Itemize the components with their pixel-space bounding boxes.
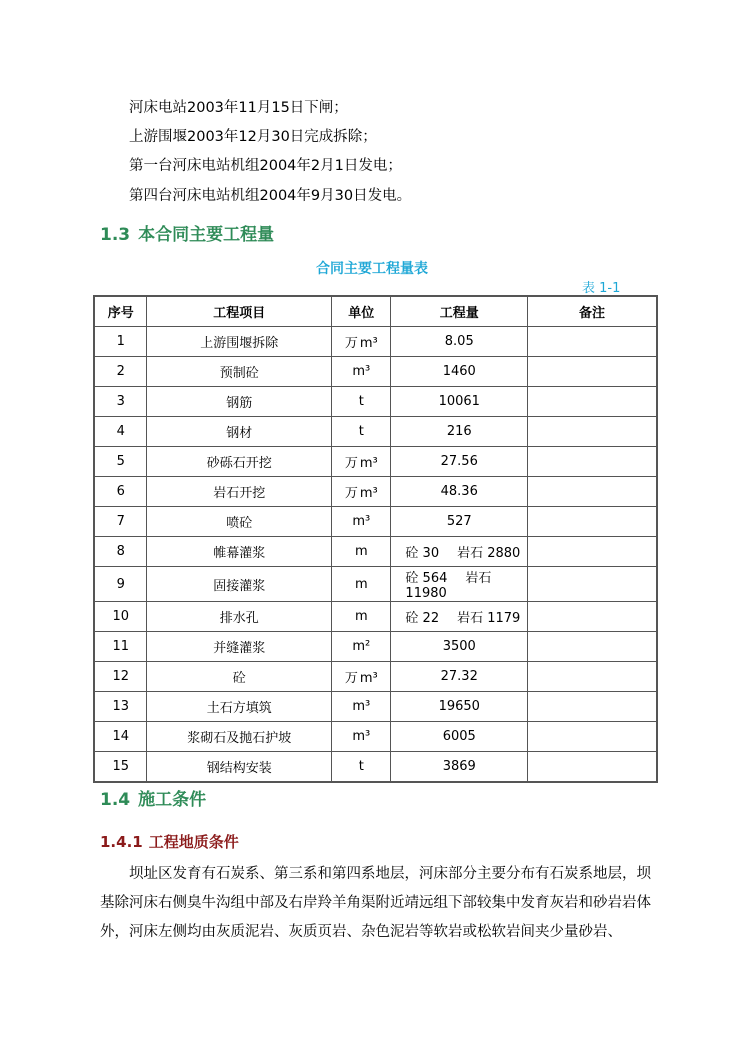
schedule-line-1: 河床电站2003年11月15日下闸； [129,100,348,116]
unit-text: 万 [344,671,358,686]
table-row [94,752,657,783]
cell-unit [332,662,391,692]
unit-measure: m³ [352,699,371,714]
unit-text: t [358,394,364,409]
cell-no: 11 [94,632,147,662]
table-row [94,477,657,507]
unit-measure: m³ [352,514,371,529]
cell-remarks [528,477,657,507]
section-heading-1-4 [100,785,206,810]
header-quantity: 工程量 [391,296,528,327]
header-unit: 单位 [332,296,391,327]
cell-remarks [528,662,657,692]
cell-unit [332,567,391,602]
geology-text: 坝址区发育有石炭系、第三系和第四系地层，河床部分主要分布有石炭系地层，坝基除河床右侧臭牛沟组中部及右岸羚羊角渠附近靖远组下部较集中发育灰岩和砂岩岩体外，河床左侧均由灰质泥岩、灰质页岩、杂色泥岩等软岩或松软岩间夹少量砂岩、 [100,866,651,940]
cell-unit [332,692,391,722]
cell-quantity: 27.56 [391,447,528,477]
cell-item: 浆砌石及抛石护坡 [147,722,332,752]
table-row [94,662,657,692]
cell-item: 土石方填筑 [147,692,332,722]
cell-quantity [391,537,528,567]
cell-quantity: 1460 [391,357,528,387]
cell-item: 钢材 [147,417,332,447]
cell-item: 预制砼 [147,357,332,387]
quantity-rock: 岩石 2880 [457,546,521,561]
cell-quantity: 6005 [391,722,528,752]
cell-unit [332,537,391,567]
unit-measure: m³ [359,336,378,351]
section-title: 本合同主要工程量 [138,225,275,245]
subsection-heading-1-4-1 [100,831,239,852]
table-caption: 合同主要工程量表 [316,261,428,277]
cell-unit [332,327,391,357]
section-number: 1.4 [100,790,131,810]
cell-no: 5 [94,447,147,477]
cell-quantity: 3500 [391,632,528,662]
cell-remarks [528,357,657,387]
cell-no: 3 [94,387,147,417]
cell-quantity: 19650 [391,692,528,722]
quantity-concrete: 砼 22 [405,611,440,626]
cell-remarks [528,507,657,537]
cell-no: 9 [94,567,147,602]
cell-unit [332,632,391,662]
cell-no: 1 [94,327,147,357]
cell-no: 8 [94,537,147,567]
geology-paragraph [100,860,660,947]
section-number: 1.3 [100,225,131,245]
cell-quantity [391,602,528,632]
cell-remarks [528,417,657,447]
table-row [94,632,657,662]
table-row [94,387,657,417]
cell-unit [332,387,391,417]
quantity-rock: 岩石 1179 [457,611,521,626]
cell-no: 12 [94,662,147,692]
cell-quantity [391,567,528,602]
cell-unit [332,602,391,632]
unit-text: 万 [344,486,358,501]
table-row [94,507,657,537]
cell-unit [332,507,391,537]
unit-text: 万 [344,336,358,351]
cell-no: 15 [94,752,147,783]
header-no: 序号 [94,296,147,327]
cell-remarks [528,387,657,417]
header-item: 工程项目 [147,296,332,327]
quantity-concrete: 砼 564 [405,571,448,586]
unit-measure: m³ [352,364,371,379]
cell-unit [332,722,391,752]
schedule-line-2: 上游围堰2003年12月30日完成拆除； [129,129,377,145]
cell-item: 固接灌浆 [147,567,332,602]
unit-text: t [358,759,364,774]
cell-quantity: 8.05 [391,327,528,357]
cell-item: 钢筋 [147,387,332,417]
cell-item: 排水孔 [147,602,332,632]
table-row [94,722,657,752]
quantities-table [93,295,658,783]
unit-measure: m³ [359,486,378,501]
table-row [94,567,657,602]
cell-quantity: 216 [391,417,528,447]
cell-item: 上游围堰拆除 [147,327,332,357]
cell-quantity: 3869 [391,752,528,783]
table-row [94,417,657,447]
cell-unit [332,447,391,477]
cell-no: 2 [94,357,147,387]
schedule-line-4: 第四台河床电站机组2004年9月30日发电。 [129,188,412,204]
cell-no: 7 [94,507,147,537]
cell-item: 喷砼 [147,507,332,537]
quantity-rock: 岩石 11980 [405,571,492,601]
unit-measure: m³ [359,456,378,471]
cell-item: 岩石开挖 [147,477,332,507]
table-row [94,327,657,357]
header-remarks: 备注 [528,296,657,327]
cell-item: 并缝灌浆 [147,632,332,662]
table-row [94,357,657,387]
cell-remarks [528,327,657,357]
cell-unit [332,417,391,447]
section-heading-1-3 [100,220,274,245]
cell-remarks [528,567,657,602]
unit-measure: m² [352,639,371,654]
table-label: 表 1-1 [582,281,621,296]
cell-remarks [528,722,657,752]
table-row [94,447,657,477]
cell-remarks [528,692,657,722]
cell-unit [332,357,391,387]
cell-quantity: 527 [391,507,528,537]
cell-remarks [528,537,657,567]
cell-item: 钢结构安装 [147,752,332,783]
table-header-row [94,296,657,327]
cell-quantity: 10061 [391,387,528,417]
cell-no: 14 [94,722,147,752]
cell-unit [332,752,391,783]
quantity-concrete: 砼 30 [405,546,440,561]
cell-unit [332,477,391,507]
schedule-line-3: 第一台河床电站机组2004年2月1日发电； [129,158,402,174]
cell-no: 13 [94,692,147,722]
cell-quantity: 48.36 [391,477,528,507]
cell-remarks [528,752,657,783]
cell-no: 4 [94,417,147,447]
section-title: 施工条件 [138,790,207,810]
unit-measure: m³ [359,671,378,686]
unit-measure: m³ [352,729,371,744]
cell-item: 砂砾石开挖 [147,447,332,477]
cell-quantity: 27.32 [391,662,528,692]
subsection-title: 工程地质条件 [148,833,239,851]
unit-text: m [354,609,368,624]
cell-remarks [528,447,657,477]
unit-text: t [358,424,364,439]
table-row [94,602,657,632]
table-row [94,692,657,722]
unit-text: m [354,544,368,559]
cell-remarks [528,602,657,632]
unit-text: m [354,576,368,592]
cell-item: 帷幕灌浆 [147,537,332,567]
cell-no: 10 [94,602,147,632]
table-row [94,537,657,567]
cell-no: 6 [94,477,147,507]
cell-remarks [528,632,657,662]
subsection-number: 1.4.1 [100,833,143,851]
cell-item: 砼 [147,662,332,692]
unit-text: 万 [344,456,358,471]
